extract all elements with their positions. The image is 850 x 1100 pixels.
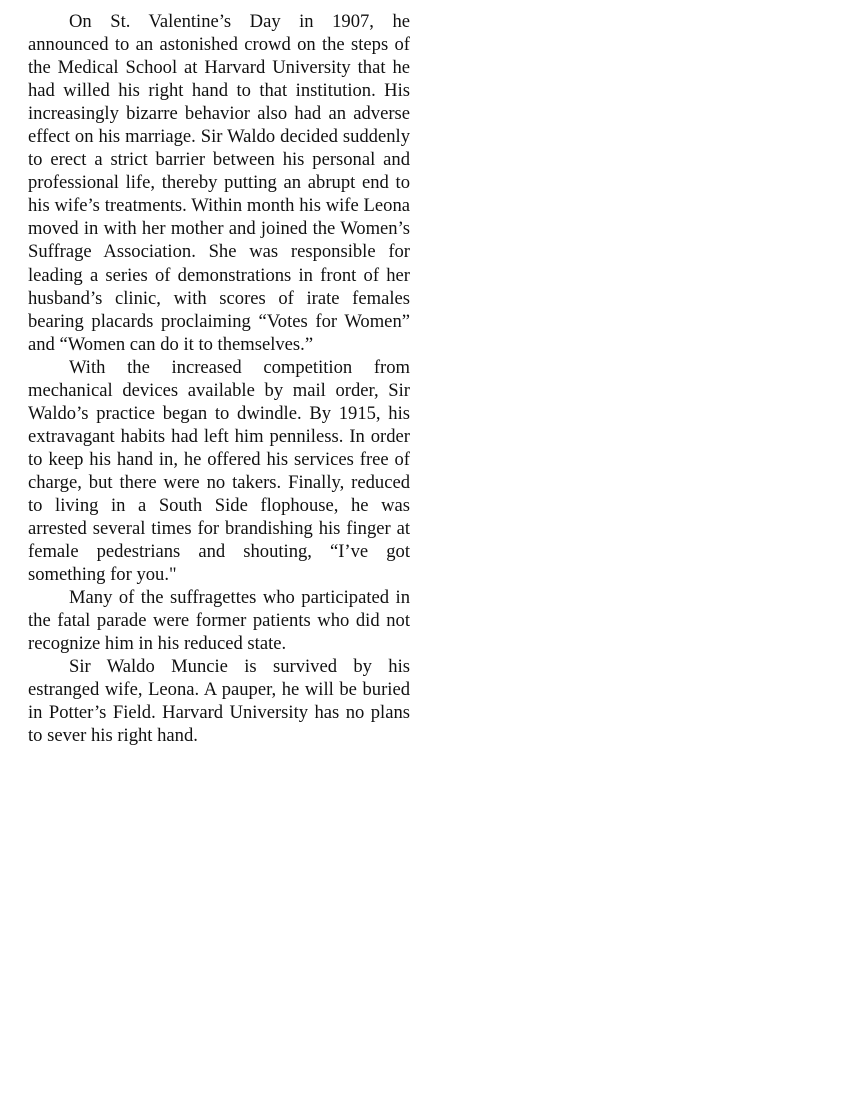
article-paragraph: Many of the suffragettes who participated in the fatal parade were former patients who did not recognize him in his reduced state. <box>28 587 410 655</box>
article-paragraph: With the increased competition from mechanical devices available by mail order, Sir Waldo’s practice began to dwindle. By 1915, his extravagant habits had left him penniless. In order to keep his hand in, he offered his services free of charge, but there were no takers. Finally, reduced to living in a South Side flophouse, he was arrested several times for brandishing his finger at female pedestrians and shouting, “I’ve got something for you." <box>28 356 410 586</box>
article-paragraph: On St. Valentine’s Day in 1907, he announced to an astonished crowd on the steps of the Medical School at Harvard University that he had willed his right hand to that institution. His increasingly bizarre behavior also had an adverse effect on his marriage. Sir Waldo decided suddenly to erect a strict barrier between his personal and professional life, thereby putting an abrupt end to his wife’s treatments. Within month his wife Leona moved in with her mother and joined the Women’s Suffrage Association. She was responsible for leading a series of demonstrations in front of her husband’s clinic, with scores of irate females bearing placards proclaiming “Votes for Women” and “Women can do it to themselves.” <box>28 11 410 355</box>
article-column <box>28 10 410 748</box>
article-paragraph: Sir Waldo Muncie is survived by his estranged wife, Leona. A pauper, he will be buried in Potter’s Field. Harvard University has no plans to sever his right hand. <box>28 656 410 747</box>
